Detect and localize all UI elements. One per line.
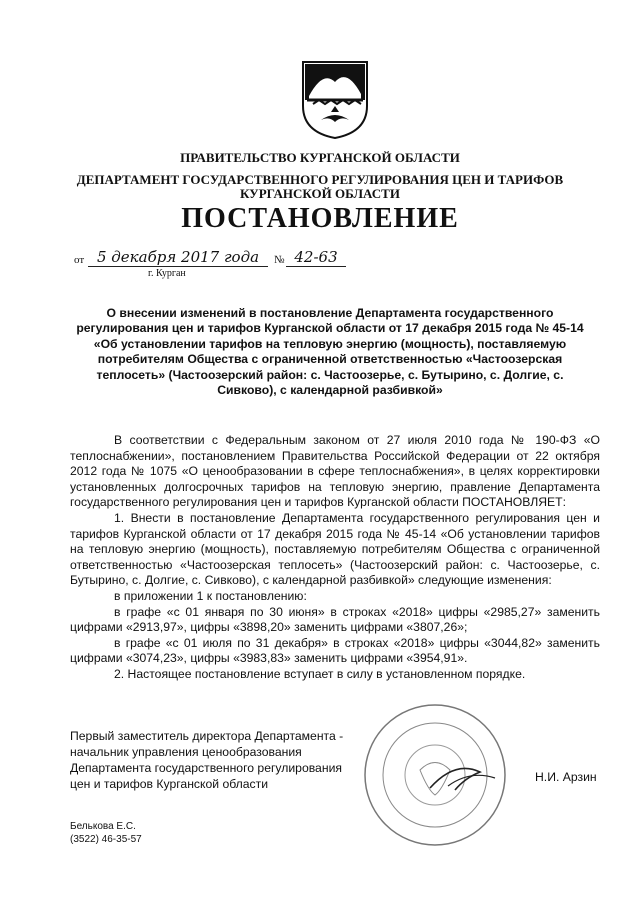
signer-position-line4: цен и тарифов Курганской области	[70, 777, 269, 791]
item-1-change-b: в графе «с 01 июля по 31 декабря» в строках «2018» цифры «3044,82» заменить цифрами «3074,23», цифры «3983,83» заменить цифрами «3954,91».	[70, 635, 600, 666]
department-title-line1: ДЕПАРТАМЕНТ ГОСУДАРСТВЕННОГО РЕГУЛИРОВАНИЯ ЦЕН И ТАРИФОВ	[76, 172, 564, 187]
signer-position-line2: начальник управления ценообразования	[70, 745, 302, 759]
document-body	[70, 433, 600, 683]
item-1-change-a: в графе «с 01 января по 30 июня» в строках «2018» цифры «2985,27» заменить цифрами «2913,97», цифры «3898,20» заменить цифрами «3807,26»;	[70, 604, 600, 635]
signer-position-line1: Первый заместитель директора Департамента -	[70, 729, 344, 743]
author-phone: (3522) 46-35-57	[70, 834, 142, 845]
signer-position	[70, 728, 370, 792]
document-author	[70, 820, 142, 846]
item-2-paragraph: 2. Настоящее постановление вступает в силу в установленном порядке.	[114, 666, 526, 681]
item-1-subheading: в приложении 1 к постановлению:	[114, 588, 307, 603]
number-label: №	[274, 254, 285, 266]
document-number: 42-63	[286, 248, 346, 267]
date-number-line	[74, 248, 374, 278]
city-label: г. Курган	[148, 268, 186, 279]
author-name: Белькова Е.С.	[70, 821, 136, 832]
signer-position-line3: Департамента государственного регулирования	[70, 761, 342, 775]
from-label: от	[74, 254, 85, 266]
document-date: 5 декабря 2017 года	[88, 248, 268, 267]
document-type-title: ПОСТАНОВЛЕНИЕ	[181, 203, 459, 234]
signer-name: Н.И. Арзин	[535, 770, 597, 784]
department-title-line2: КУРГАНСКОЙ ОБЛАСТИ	[240, 186, 400, 201]
government-title: ПРАВИТЕЛЬСТВО КУРГАНСКОЙ ОБЛАСТИ	[180, 150, 460, 165]
coat-of-arms-emblem	[301, 60, 369, 140]
preamble-paragraph: В соответствии с Федеральным законом от 27 июля 2010 года № 190-ФЗ «О теплоснабжении», постановлением Правительства Российской Федерации от 22 октября 2012 года № 1075 «О ценообразовании в сфере теплоснабжения», в целях корректировки установленных долгосрочных тарифов на тепловую энергию, правление Департамента государственного регулирования цен и тарифов Курганской области ПОСТАНОВЛЯЕТ:	[70, 433, 600, 510]
document-subject: О внесении изменений в постановление Департамента государственного регулирования цен и тарифов Курганской области от 17 декабря 2015 года № 45-14 «Об установлении тарифов на тепловую энергию (мощность), поставляемую потребителям Общества с ограниченной ответственностью «Частоозерская теплосеть» (Частоозерский район: с. Частоозерье, с. Бутырино, с. Долгие, с. Сивково), с календарной разбивкой»	[76, 306, 584, 398]
item-1-paragraph: 1. Внести в постановление Департамента государственного регулирования цен и тарифов Курганской области от 17 декабря 2015 года № 45-14 «Об установлении тарифов на тепловую энергию (мощность), поставляемую потребителям Общества с ограниченной ответственностью «Частоозерская теплосеть» (Частоозерский район: с. Частоозерье, с. Бутырино, с. Долгие, с. Сивково), с календарной разбивкой» следующие изменения:	[70, 510, 600, 588]
official-seal-stamp	[360, 700, 510, 850]
